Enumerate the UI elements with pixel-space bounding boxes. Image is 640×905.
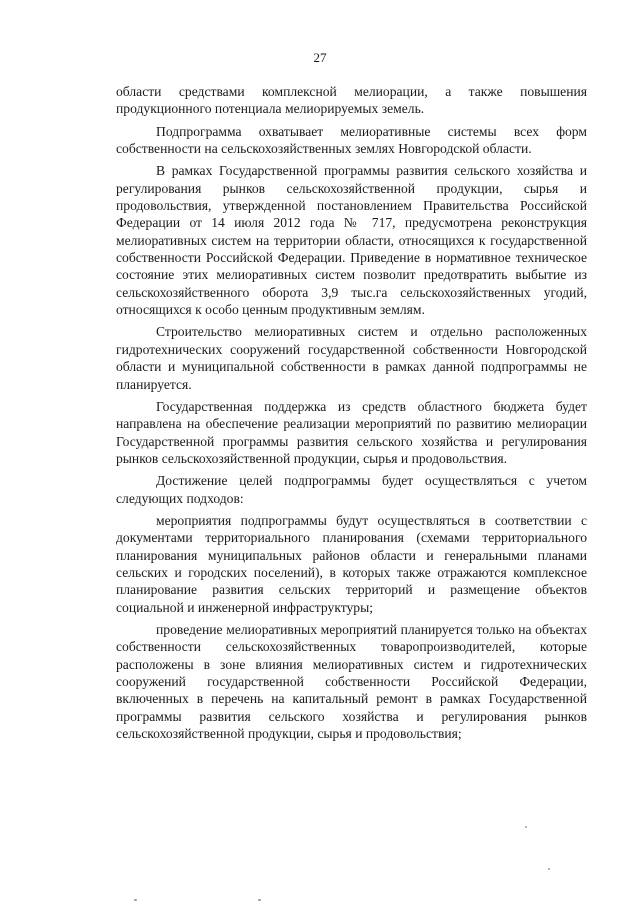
paragraph-2: Подпрограмма охватывает мелиоративные системы всех форм собственности на сельскохозяйственных землях Новгородской области. bbox=[116, 123, 587, 157]
scan-speck bbox=[548, 868, 550, 870]
paragraph-6: Достижение целей подпрограммы будет осуществляться с учетом следующих подходов: bbox=[116, 473, 587, 506]
scan-speck bbox=[134, 899, 137, 901]
scan-speck bbox=[525, 826, 527, 828]
page-number: 27 bbox=[313, 50, 327, 65]
paragraph-7: мероприятия подпрограммы будут осуществляться в соответствии с документами территориального планирования (схемами территориального планирования муниципальных районов области и генеральными планами сельских и городских поселений), в которых также отражаются комплексное планирование развития сельских территорий и размещение объектов социальной и инженерной инфраструктуры; bbox=[116, 512, 587, 615]
paragraph-5: Государственная поддержка из средств областного бюджета будет направлена на обеспечение реализации мероприятий по развитию мелиорации Государственной программы развития сельского хозяйства и регулирования рынков сельскохозяйственной продукции, сырья и продовольствия. bbox=[116, 398, 587, 466]
paragraph-1: области средствами комплексной мелиорации, а также повышения продукционного потенциала мелиорируемых земель. bbox=[116, 84, 587, 117]
paragraph-8: проведение мелиоративных мероприятий планируется только на объектах собственности сельскохозяйственных товаропроизводителей, которые расположены в зоне влияния мелиоративных систем и гидротехнических сооружений государственной собственности Российской Федерации, включенных в перечень на капитальный ремонт в рамках Государственной программы развития сельского хозяйства и регулирования рынков сельскохозяйственной продукции, сырья и продовольствия; bbox=[116, 621, 587, 742]
paragraph-3: В рамках Государственной программы развития сельского хозяйства и регулирования рынков сельскохозяйственной продукции, сырья и продовольствия, утвержденной постановлением Правительства Российской Федерации от 14 июля 2012 года № 717, предусмотрена реконструкция мелиоративных систем на территории области, относящихся к государственной собственности Российской Федерации. Приведение в нормативное техническое состояние этих мелиоративных систем позволит предотвратить выбытие из сельскохозяйственного оборота 3,9 тыс.га сельскохозяйственных угодий, относящихся к особо ценным продуктивным землям. bbox=[116, 163, 587, 318]
document-body bbox=[116, 83, 587, 747]
paragraph-4: Строительство мелиоративных систем и отдельно расположенных гидротехнических сооружений государственной собственности Новгородской области и муниципальной собственности в рамках данной подпрограммы не планируется. bbox=[116, 324, 587, 392]
scan-speck bbox=[258, 899, 261, 901]
